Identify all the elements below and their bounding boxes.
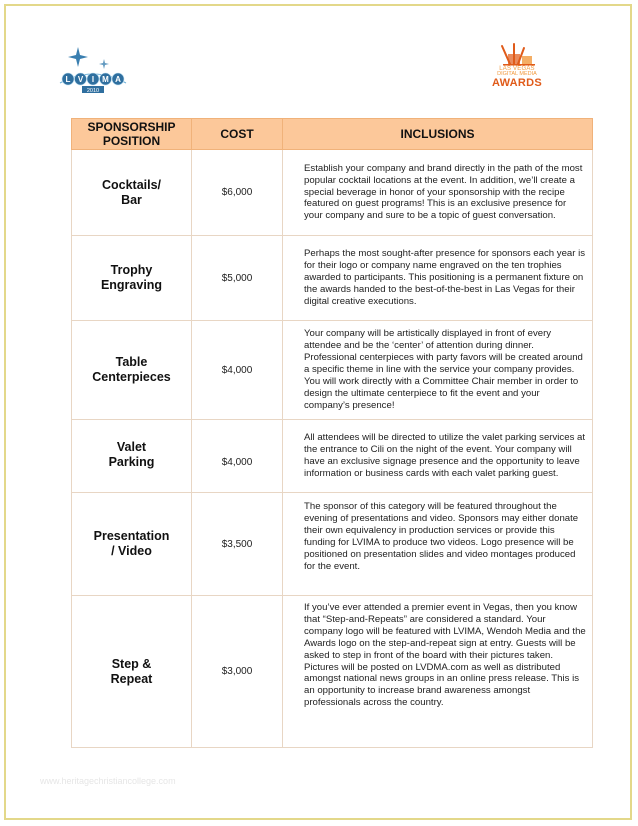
watermark: www.heritagechristiancollege.com: [40, 776, 176, 786]
header-cost: COST: [192, 119, 283, 150]
row-position: Trophy Engraving: [72, 236, 192, 321]
row-position: Valet Parking: [72, 420, 192, 493]
row-inclusions: Establish your company and brand directly in the path of the most popular cocktail locations at the event. In addition, we’ll create a special beverage in honor of your sponsorship with the recipe featured on guest programs! This is an exclusive presence for your company and sure to be a topic of guest conversation.: [283, 150, 593, 236]
row-position: Cocktails/ Bar: [72, 150, 192, 236]
row-cost: $4,000: [192, 321, 283, 420]
row-inclusions: If you’ve ever attended a premier event in Vegas, then you know that “Step-and-Repeats” are considered a standard. Your company logo will be featured with LVIMA, Wendoh Media and the Awards logo on the step-and-repeat sign at entry. Guests will be asked to step in front of the board with their pictures taken. Pictures will be posted on LVDMA.com as well as distributed amongst national news groups in an online press release. This is an opportunity to increase brand awareness amongst professionals across the country.: [283, 596, 593, 748]
table-row: [72, 596, 593, 748]
lvima-letter-v: V: [77, 75, 84, 84]
lvima-letter-a: A: [115, 75, 121, 84]
row-inclusions: The sponsor of this category will be featured throughout the evening of presentations and video. Sponsors may either donate their own equivalency in production services or provide this funding for LVIMA to produce two videos. Logo presence will be positioned on presentation slides and video montages produced for the event.: [283, 493, 593, 596]
table-row: [72, 420, 593, 493]
table-row: [72, 321, 593, 420]
awards-line-3: AWARDS: [491, 76, 543, 89]
awards-wordmark: [488, 66, 546, 89]
row-cost: $3,500: [192, 493, 283, 596]
row-position: Table Centerpieces: [72, 321, 192, 420]
row-cost: $6,000: [192, 150, 283, 236]
row-position: Step & Repeat: [72, 596, 192, 748]
header-position: SPONSORSHIP POSITION: [72, 119, 192, 150]
sponsorship-table: [71, 118, 593, 748]
header-inclusions: INCLUSIONS: [283, 119, 593, 150]
row-position: Presentation / Video: [72, 493, 192, 596]
row-inclusions: Your company will be artistically displayed in front of every attendee and be the ‘center’ of attention during dinner. Professional centerpieces with party favors will be created around a specific theme in line with the service your company provides. You will work directly with a Committee Chair member in order to design the ultimate centerpiece to fit the event and your company’s presence!: [283, 321, 593, 420]
row-cost: $3,000: [192, 596, 283, 748]
table-row: [72, 236, 593, 321]
row-inclusions: All attendees will be directed to utilize the valet parking services at the entrance to Cili on the night of the event. Your company will have an exclusive signage presence and the opportunity to leave information or business cards with each valet parking guest.: [283, 420, 593, 493]
awards-line-1: LAS VEGAS: [499, 66, 535, 72]
row-cost: $5,000: [192, 236, 283, 321]
table-row: [72, 150, 593, 236]
lvima-letter-i: I: [91, 75, 95, 84]
row-inclusions: Perhaps the most sought-after presence for sponsors each year is for their logo or company name engraved on the ten trophies awarded to participants. This positioning is a permanent fixture on the awards handed to the best-of-the-best in Las Vegas for their digital creative executions.: [283, 236, 593, 321]
row-cost: $4,000: [192, 420, 283, 493]
lvima-letter-m: M: [102, 75, 109, 84]
lvima-letter-l: L: [65, 75, 71, 84]
lvima-year: 2010: [86, 88, 100, 94]
lvima-logo-icon: [56, 45, 130, 100]
awards-line-2: DIGITAL MEDIA: [497, 71, 537, 77]
table-header-row: [72, 119, 593, 150]
table-row: [72, 493, 593, 596]
